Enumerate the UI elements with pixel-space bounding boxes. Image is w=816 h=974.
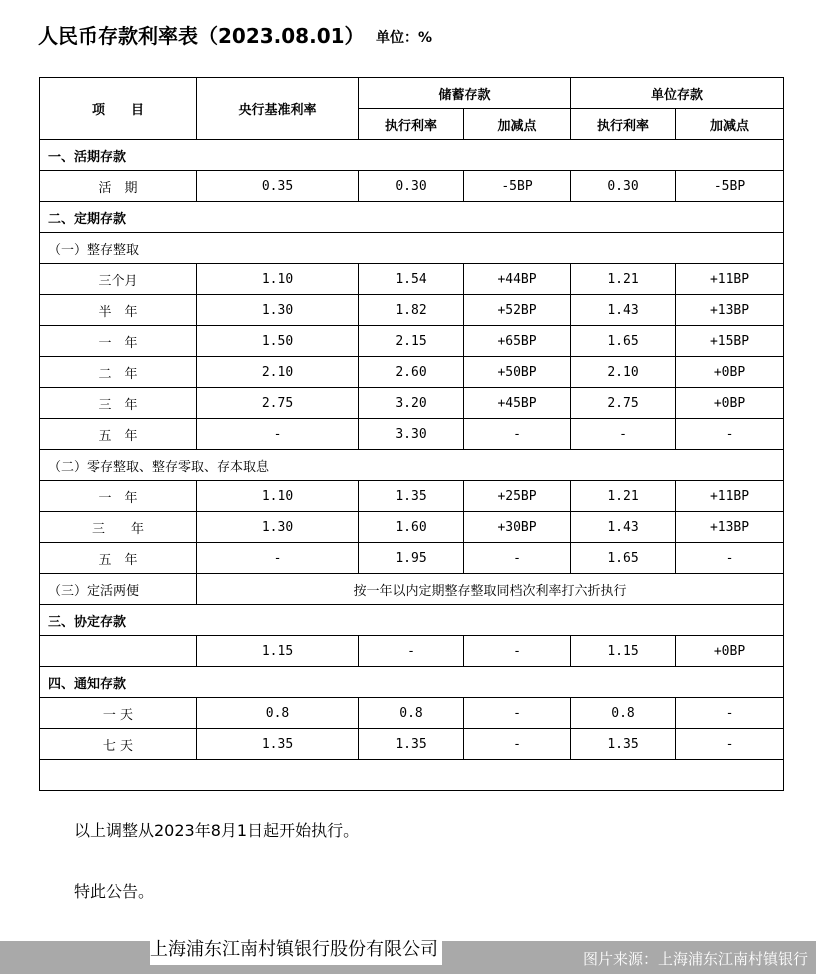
table-row xyxy=(40,357,784,388)
term-cell: 三 年 xyxy=(40,388,197,419)
benchmark-cell: 1.30 xyxy=(197,512,359,543)
savings-bp-cell: +44BP xyxy=(464,264,571,295)
subsection-installment: （二）零存整取、整存零取、存本取息 xyxy=(40,450,784,481)
rate-table xyxy=(39,77,784,791)
savings-bp-cell: - xyxy=(464,729,571,760)
corporate-bp-cell: +0BP xyxy=(676,636,784,667)
corporate-bp-cell: - xyxy=(676,698,784,729)
savings-bp-cell: +65BP xyxy=(464,326,571,357)
benchmark-cell: 1.35 xyxy=(197,729,359,760)
header-savings-rate: 执行利率 xyxy=(359,109,464,140)
term-cell: 七 天 xyxy=(40,729,197,760)
header-benchmark: 央行基准利率 xyxy=(197,78,359,140)
flex-note: 按一年以内定期整存整取同档次利率打六折执行 xyxy=(197,574,784,605)
benchmark-cell: 2.10 xyxy=(197,357,359,388)
benchmark-cell: 0.8 xyxy=(197,698,359,729)
term-cell: 一 年 xyxy=(40,326,197,357)
section-row xyxy=(40,202,784,233)
savings-rate-cell: 1.95 xyxy=(359,543,464,574)
corporate-rate-cell: - xyxy=(571,419,676,450)
savings-bp-cell: - xyxy=(464,543,571,574)
savings-rate-cell: 0.30 xyxy=(359,171,464,202)
corporate-bp-cell: +11BP xyxy=(676,481,784,512)
term-cell: 五 年 xyxy=(40,419,197,450)
table-row xyxy=(40,295,784,326)
term-cell: 二 年 xyxy=(40,357,197,388)
savings-rate-cell: 1.35 xyxy=(359,729,464,760)
table-row xyxy=(40,729,784,760)
corporate-bp-cell: +13BP xyxy=(676,295,784,326)
corporate-bp-cell: +0BP xyxy=(676,357,784,388)
corporate-rate-cell: 0.30 xyxy=(571,171,676,202)
table-row xyxy=(40,636,784,667)
savings-rate-cell: - xyxy=(359,636,464,667)
corporate-bp-cell: +13BP xyxy=(676,512,784,543)
term-cell: 三个月 xyxy=(40,264,197,295)
corporate-bp-cell: -5BP xyxy=(676,171,784,202)
subsection-row xyxy=(40,450,784,481)
section-row xyxy=(40,667,784,698)
section-row xyxy=(40,605,784,636)
subsection-lump: （一）整存整取 xyxy=(40,233,784,264)
term-cell: 活 期 xyxy=(40,171,197,202)
savings-bp-cell: +45BP xyxy=(464,388,571,419)
header-row-1 xyxy=(40,78,784,109)
table-row xyxy=(40,171,784,202)
rate-table-body xyxy=(40,78,784,791)
savings-rate-cell: 0.8 xyxy=(359,698,464,729)
corporate-rate-cell: 2.75 xyxy=(571,388,676,419)
corporate-rate-cell: 2.10 xyxy=(571,357,676,388)
benchmark-cell: 1.10 xyxy=(197,481,359,512)
corporate-bp-cell: +0BP xyxy=(676,388,784,419)
subsection-flex: （三）定活两便 xyxy=(40,574,197,605)
table-row xyxy=(40,326,784,357)
table-row xyxy=(40,543,784,574)
savings-rate-cell: 1.60 xyxy=(359,512,464,543)
benchmark-cell: 2.75 xyxy=(197,388,359,419)
corporate-rate-cell: 1.43 xyxy=(571,295,676,326)
term-cell: 三 年 xyxy=(40,512,197,543)
savings-rate-cell: 2.60 xyxy=(359,357,464,388)
corporate-rate-cell: 1.15 xyxy=(571,636,676,667)
header-item: 项 目 xyxy=(40,78,197,140)
table-row xyxy=(40,419,784,450)
table-row xyxy=(40,698,784,729)
savings-rate-cell: 3.30 xyxy=(359,419,464,450)
table-row xyxy=(40,264,784,295)
savings-bp-cell: - xyxy=(464,419,571,450)
table-row xyxy=(40,481,784,512)
corporate-rate-cell: 0.8 xyxy=(571,698,676,729)
benchmark-cell: 0.35 xyxy=(197,171,359,202)
savings-rate-cell: 1.82 xyxy=(359,295,464,326)
savings-bp-cell: +25BP xyxy=(464,481,571,512)
savings-bp-cell: -5BP xyxy=(464,171,571,202)
savings-bp-cell: - xyxy=(464,636,571,667)
section-time: 二、定期存款 xyxy=(40,202,784,233)
corporate-bp-cell: +15BP xyxy=(676,326,784,357)
corporate-bp-cell: - xyxy=(676,543,784,574)
savings-rate-cell: 2.15 xyxy=(359,326,464,357)
term-cell: 一 天 xyxy=(40,698,197,729)
benchmark-cell: 1.30 xyxy=(197,295,359,326)
footer-bar xyxy=(0,941,816,974)
benchmark-cell: - xyxy=(197,543,359,574)
effective-note: 以上调整从2023年8月1日起开始执行。 xyxy=(74,821,360,840)
corporate-rate-cell: 1.65 xyxy=(571,543,676,574)
benchmark-cell: 1.10 xyxy=(197,264,359,295)
flex-row xyxy=(40,574,784,605)
section-notice: 四、通知存款 xyxy=(40,667,784,698)
section-agreement: 三、协定存款 xyxy=(40,605,784,636)
corporate-rate-cell: 1.35 xyxy=(571,729,676,760)
benchmark-cell: 1.15 xyxy=(197,636,359,667)
term-cell: 一 年 xyxy=(40,481,197,512)
bank-name: 上海浦东江南村镇银行股份有限公司 xyxy=(150,935,442,965)
corporate-rate-cell: 1.21 xyxy=(571,264,676,295)
savings-bp-cell: +50BP xyxy=(464,357,571,388)
section-row xyxy=(40,140,784,171)
table-row xyxy=(40,388,784,419)
header-savings-bp: 加减点 xyxy=(464,109,571,140)
section-demand: 一、活期存款 xyxy=(40,140,784,171)
subsection-row xyxy=(40,233,784,264)
blank-cell xyxy=(40,760,784,791)
page-title: 人民币存款利率表（2023.08.01） xyxy=(38,24,365,48)
corporate-bp-cell: - xyxy=(676,419,784,450)
header-corporate-rate: 执行利率 xyxy=(571,109,676,140)
term-cell: 半 年 xyxy=(40,295,197,326)
savings-bp-cell: +52BP xyxy=(464,295,571,326)
savings-bp-cell: - xyxy=(464,698,571,729)
corporate-rate-cell: 1.21 xyxy=(571,481,676,512)
corporate-rate-cell: 1.43 xyxy=(571,512,676,543)
benchmark-cell: 1.50 xyxy=(197,326,359,357)
benchmark-cell: - xyxy=(197,419,359,450)
term-cell: 五 年 xyxy=(40,543,197,574)
announce-note: 特此公告。 xyxy=(74,882,155,901)
corporate-bp-cell: +11BP xyxy=(676,264,784,295)
table-row xyxy=(40,512,784,543)
header-corporate-bp: 加减点 xyxy=(676,109,784,140)
savings-rate-cell: 1.54 xyxy=(359,264,464,295)
savings-rate-cell: 1.35 xyxy=(359,481,464,512)
corporate-rate-cell: 1.65 xyxy=(571,326,676,357)
savings-bp-cell: +30BP xyxy=(464,512,571,543)
header-corporate: 单位存款 xyxy=(571,78,784,109)
image-source: 图片来源：上海浦东江南村镇银行 xyxy=(582,950,808,968)
blank-row xyxy=(40,760,784,791)
unit-label: 单位：% xyxy=(376,30,433,46)
term-cell xyxy=(40,636,197,667)
corporate-bp-cell: - xyxy=(676,729,784,760)
savings-rate-cell: 3.20 xyxy=(359,388,464,419)
header-savings: 储蓄存款 xyxy=(359,78,571,109)
